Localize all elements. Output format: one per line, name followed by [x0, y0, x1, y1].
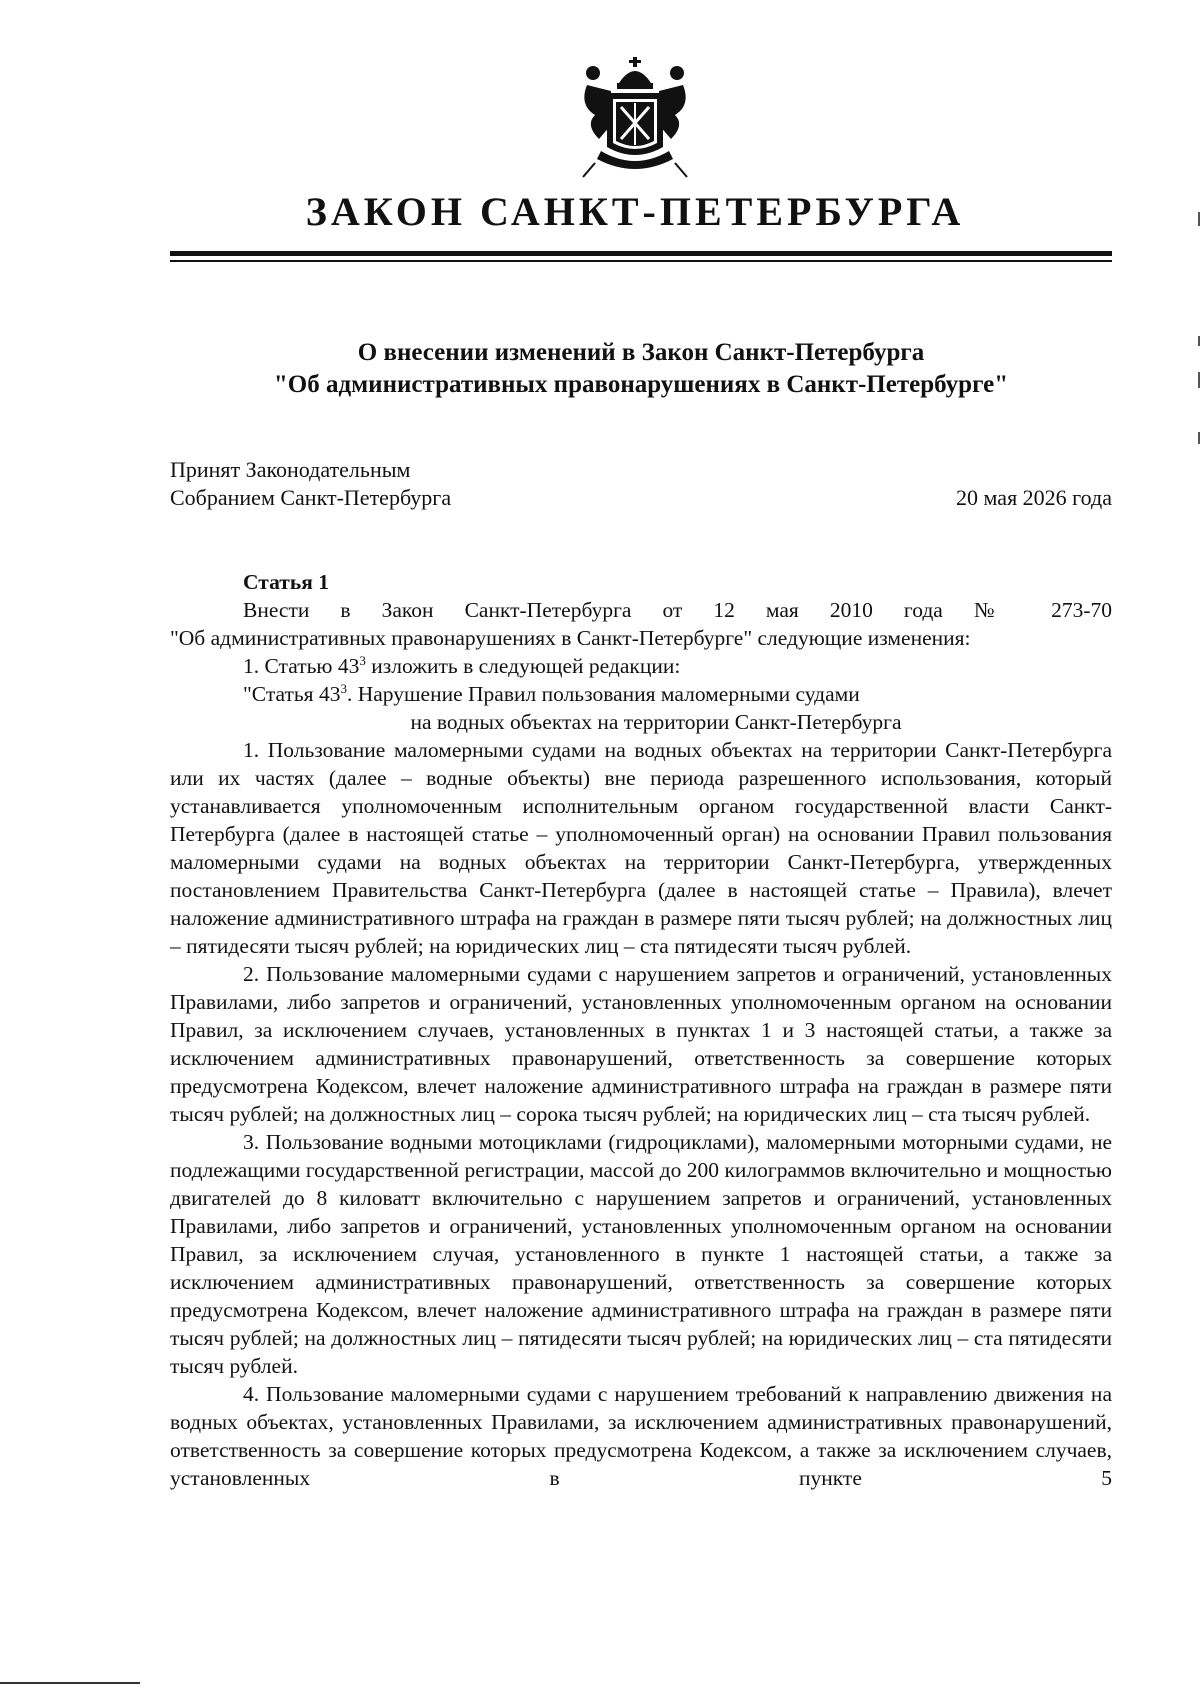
item1-superscript: 3 [359, 652, 366, 668]
quoted-article-title-2: на водных объектах на территории Санкт-Петербурга [410, 710, 902, 734]
quote-superscript: 3 [340, 680, 347, 696]
article-intro-line-1: Внести в Закон Санкт-Петербурга от 12 мая 2010 года № 273-70 [243, 598, 1112, 622]
law-body [170, 568, 1112, 1492]
quoted-article-title-1 [170, 680, 1112, 708]
subject-line-1: О внесении изменений в Закон Санкт-Петербурга [357, 339, 925, 366]
article-intro-line-2: "Об административных правонарушениях в Санкт-Петербурге" следующие изменения: [170, 626, 971, 650]
paragraph-4: 4. Пользование маломерными судами с нарушением требований к направлению движения на водных объектах, установленных Правилами, за исключением административных правонарушений, ответственность за совершение которых предусмотрена Кодексом, а также за исключением случаев, установленных в пункте 5 [170, 1382, 1112, 1490]
subject-line-2: "Об административных правонарушениях в Санкт-Петербурге" [273, 371, 1009, 398]
title-divider-thick [170, 251, 1112, 256]
title-divider-thin [170, 260, 1112, 262]
article-heading: Статья 1 [243, 570, 329, 594]
quote-text-after: . Нарушение Правил пользования маломерными судами [346, 682, 860, 706]
law-title: ЗАКОН САНКТ-ПЕТЕРБУРГА [305, 189, 965, 234]
paragraph-2: 2. Пользование маломерными судами с нарушением запретов и ограничений, установленных Правилами, либо запретов и ограничений, установленных уполномоченным органом на основании Правил, за исключением случаев, установленных в пунктах 1 и 3 настоящей статьи, а также за исключением административных правонарушений, ответственность за совершение которых предусмотрена Кодексом, влечет наложение административного штрафа на граждан в размере пяти тысяч рублей; на должностных лиц – сорока тысяч рублей; на юридических лиц – ста тысяч рублей. [170, 962, 1112, 1126]
item1-text-after: изложить в следующей редакции: [365, 654, 681, 678]
law-subject [170, 337, 1112, 401]
item1-text-before: 1. Статью 43 [243, 654, 360, 678]
adoption-date: 20 мая 2026 года [956, 485, 1112, 510]
amendment-item-1 [170, 652, 1112, 680]
scan-bottom-line [0, 1682, 140, 1684]
adoption-note [170, 456, 451, 512]
adoption-line-1: Принят Законодательным [170, 457, 411, 482]
paragraph-1: 1. Пользование маломерными судами на водных объектах на территории Санкт-Петербурга или их частях (далее – водные объекты) вне периода разрешенного использования, который устанавливается уполномоченным исполнительным органом государственной власти Санкт-Петербурга (далее в настоящей статье – уполномоченный орган) на основании Правил пользования маломерными судами на водных объектах на территории Санкт-Петербурга, утвержденных постановлением Правительства Санкт-Петербурга (далее в настоящей статье – Правила), влечет наложение административного штрафа на граждан в размере пяти тысяч рублей; на должностных лиц – пятидесяти тысяч рублей; на юридических лиц – ста пятидесяти тысяч рублей. [170, 738, 1112, 958]
adoption-line-2: Собранием Санкт-Петербурга [170, 485, 452, 510]
quote-text-before: "Статья 43 [243, 682, 341, 706]
paragraph-3: 3. Пользование водными мотоциклами (гидроциклами), маломерными моторными судами, не подлежащими государственной регистрации, массой до 200 килограммов включительно и мощностью двигателей до 8 киловатт включительно с нарушением запретов и ограничений, установленных Правилами, либо запретов и ограничений, установленных уполномоченным органом на основании Правил, за исключением случая, установленного в пункте 1 настоящей статьи, а также за исключением административных правонарушений, ответственность за совершение которых предусмотрена Кодексом, влечет наложение административного штрафа на граждан в размере пяти тысяч рублей; на должностных лиц – пятидесяти тысяч рублей; на юридических лиц – ста пятидесяти тысяч рублей. [170, 1130, 1112, 1378]
coat-of-arms-emblem [575, 55, 695, 180]
